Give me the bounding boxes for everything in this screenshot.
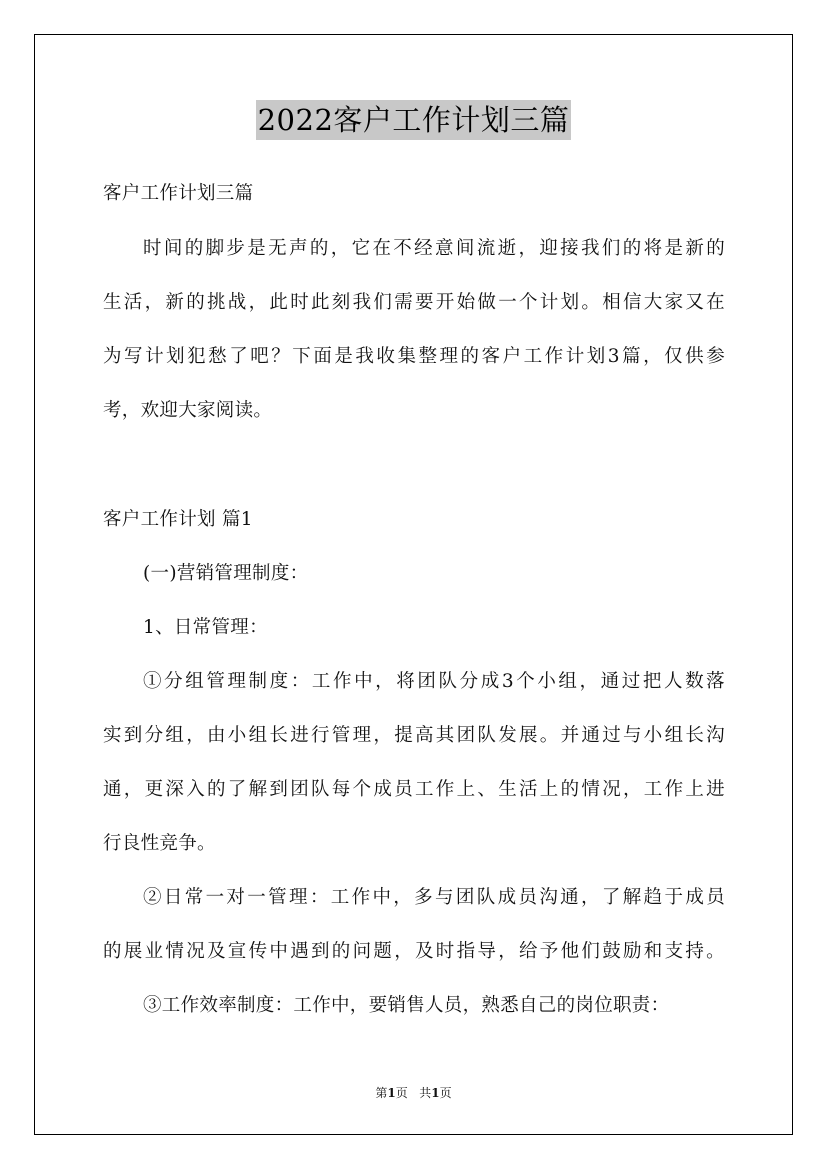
- intro-line: 生活，新的挑战，此时此刻我们需要开始做一个计划。相信大家又在: [103, 292, 725, 313]
- footer-page-suffix: 页: [395, 1086, 408, 1100]
- footer-page-number: 1: [387, 1086, 396, 1100]
- paragraph-line: 实到分组，由小组长进行管理，提高其团队发展。并通过与小组长沟: [103, 725, 725, 746]
- page-footer: [0, 1084, 827, 1101]
- intro-line: 考，欢迎大家阅读。: [103, 400, 273, 421]
- paragraph-line: ③工作效率制度：工作中，要销售人员，熟悉自己的岗位职责：: [143, 995, 670, 1016]
- document-subtitle: 客户工作计划三篇: [103, 183, 254, 204]
- paragraph-line: 行良性竞争。: [103, 833, 216, 854]
- paragraph-line: ①分组管理制度：工作中，将团队分成3个小组，通过把人数落: [143, 671, 725, 692]
- footer-page-prefix: 第: [375, 1086, 388, 1100]
- paragraph-line: 通，更深入的了解到团队每个成员工作上、生活上的情况，工作上进: [103, 779, 725, 800]
- paragraph-line: ②日常一对一管理：工作中，多与团队成员沟通，了解趋于成员: [143, 887, 725, 908]
- intro-line: 时间的脚步是无声的，它在不经意间流逝，迎接我们的将是新的: [143, 238, 725, 259]
- intro-line: 为写计划犯愁了吧？下面是我收集整理的客户工作计划3篇，仅供参: [103, 346, 725, 367]
- footer-total-number: 1: [431, 1086, 440, 1100]
- section-heading: 客户工作计划 篇1: [103, 509, 253, 530]
- document-title: 2022客户工作计划三篇: [256, 100, 572, 140]
- list-item: (一)营销管理制度：: [143, 563, 309, 584]
- footer-total-prefix: 共: [419, 1086, 432, 1100]
- footer-total-suffix: 页: [439, 1086, 452, 1100]
- title-container: [0, 100, 827, 140]
- paragraph-line: 的展业情况及宣传中遇到的问题，及时指导，给予他们鼓励和支持。: [103, 941, 725, 962]
- list-item: 1、日常管理：: [143, 617, 268, 638]
